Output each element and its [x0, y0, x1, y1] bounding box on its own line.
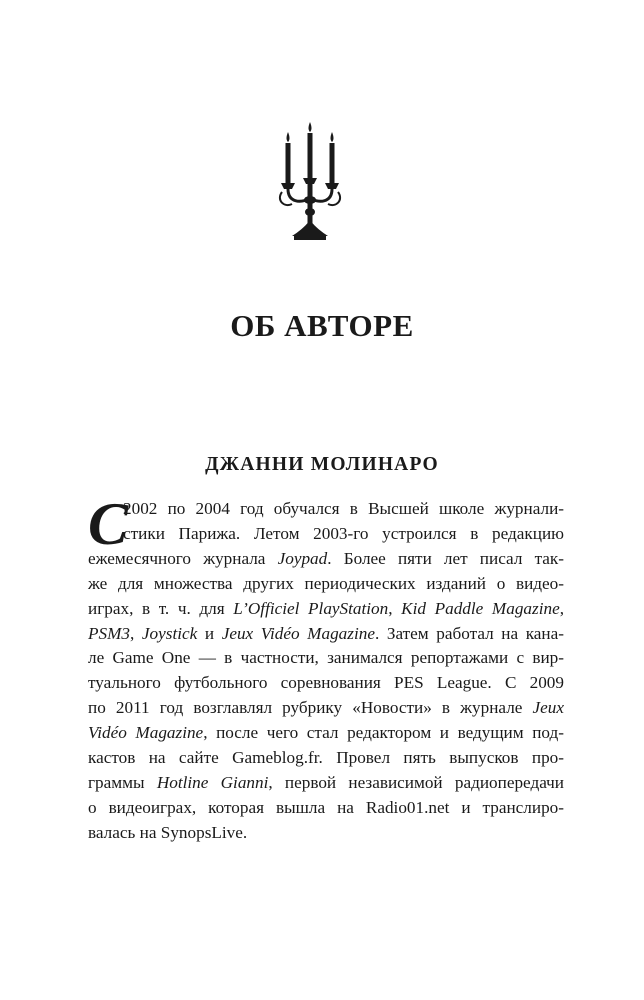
- bio-line: [88, 696, 564, 721]
- bio-text: . Более пяти лет писал так-: [327, 548, 564, 568]
- bio-text: граммы: [88, 772, 157, 792]
- bio-line: [88, 821, 564, 846]
- bio-text: ,: [388, 598, 402, 618]
- page-title: ОБ АВТОРЕ: [230, 308, 414, 343]
- italic-title: Vidéo Magazine: [88, 723, 204, 743]
- bio-text: туального футбольного соревнования PES League. С 2009: [88, 673, 564, 693]
- drop-cap: С: [88, 491, 129, 557]
- bio-text: валась на SynopsLive.: [88, 822, 248, 842]
- bio-line: [88, 721, 564, 746]
- bio-text: же для множества других периодических изданий о видео-: [88, 573, 564, 593]
- bio-text: и: [197, 623, 222, 643]
- italic-title: L’Officiel PlayStation: [233, 598, 389, 618]
- bio-text: ,: [130, 623, 142, 643]
- bio-text: ,: [559, 598, 564, 618]
- bio-line: [88, 746, 564, 771]
- italic-title: PSM3: [88, 623, 131, 643]
- bio-text: , первой независимой радиопередачи: [268, 772, 564, 792]
- author-name: ДЖАННИ МОЛИНАРО: [205, 454, 439, 475]
- italic-title: Joystick: [141, 623, 198, 643]
- bio-line: [88, 547, 564, 572]
- bio-line: [88, 572, 564, 597]
- bio-text: играх, в т. ч. для: [88, 598, 234, 618]
- bio-text: ле Game One — в частности, занимался репортажами с вир-: [88, 648, 564, 668]
- bio-text: по 2011 год возглавлял рубрику «Новости» в журнале: [88, 698, 533, 718]
- italic-title: Jeux: [532, 698, 564, 718]
- bio-line: [88, 771, 564, 796]
- bio-text: ежемесячного журнала: [88, 548, 278, 568]
- bio-line: [88, 796, 564, 821]
- bio-line: [88, 597, 564, 622]
- bio-text: 2002 по 2004 год обучался в Высшей школе журнали-: [123, 499, 564, 518]
- bio-text: , после чего стал редактором и ведущим под-: [203, 723, 564, 743]
- italic-title: Kid Paddle Magazine: [401, 598, 560, 618]
- bio-text: стики Парижа. Летом 2003-го устроился в редакцию: [123, 523, 564, 543]
- italic-title: Hotline Gianni: [156, 772, 269, 792]
- bio-line: [88, 622, 564, 647]
- bio-line: [88, 671, 564, 696]
- candelabra-icon: [270, 120, 350, 245]
- bio-text: . Затем работал на кана-: [374, 623, 564, 643]
- italic-title: Joypad: [277, 548, 328, 568]
- bio-text: кастов на сайте Gameblog.fr. Провел пять выпусков про-: [88, 748, 564, 768]
- author-bio: [88, 491, 564, 846]
- bio-line: [88, 646, 564, 671]
- italic-title: Jeux Vidéo Magazine: [221, 623, 375, 643]
- bio-line: [88, 497, 564, 522]
- bio-line: [88, 522, 564, 547]
- bio-text: о видеоиграх, которая вышла на Radio01.net и транслиро-: [88, 797, 564, 817]
